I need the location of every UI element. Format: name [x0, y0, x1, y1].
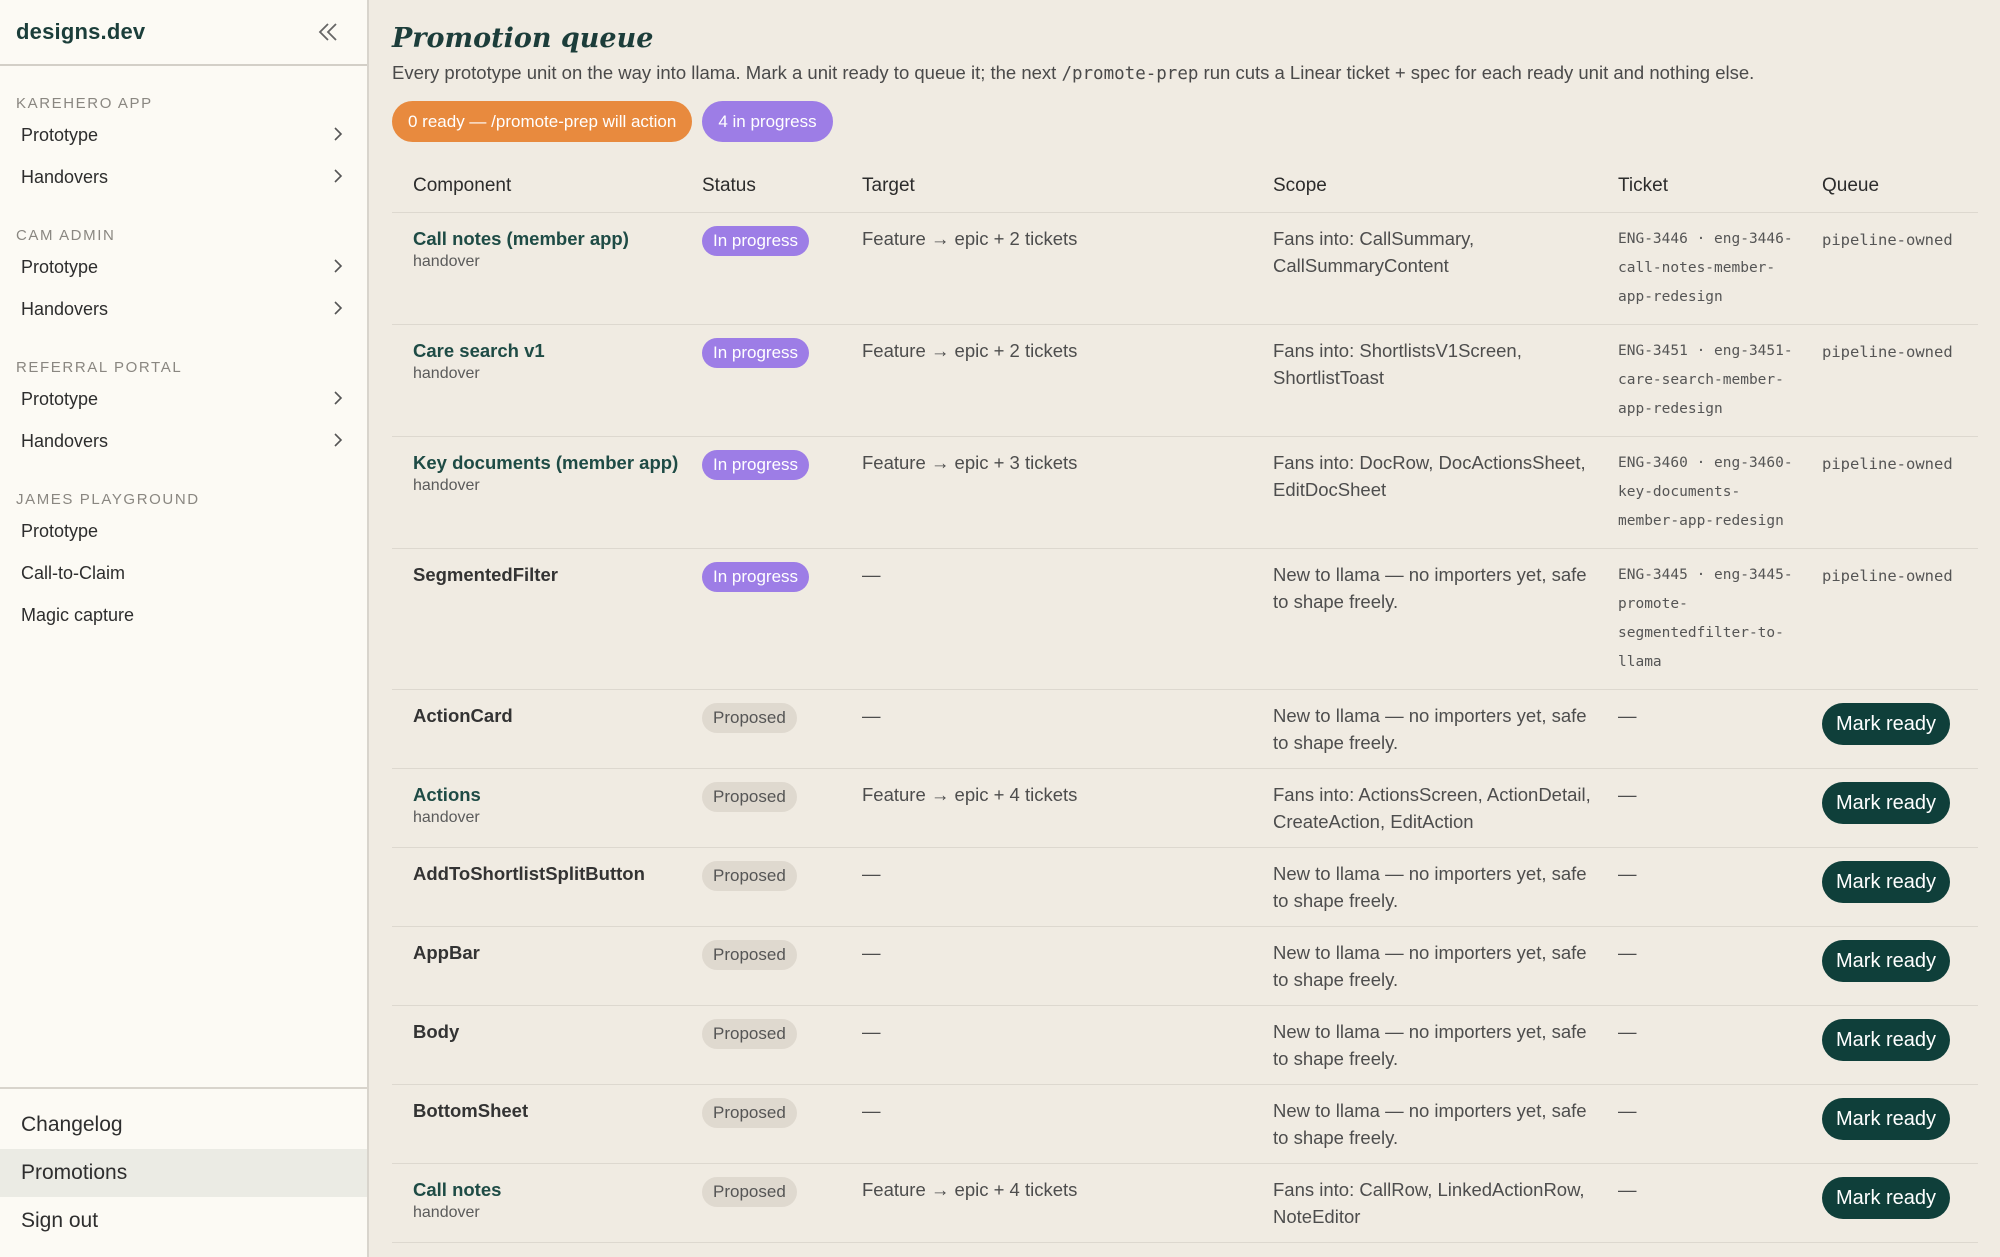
column-header-status: Status [681, 161, 841, 212]
sidebar-footer-promotions[interactable]: Promotions [0, 1149, 367, 1197]
table-header-row [392, 161, 1978, 212]
ticket-id: — [1618, 941, 1637, 963]
table-row [392, 847, 1978, 926]
component-name: SegmentedFilter [413, 563, 558, 585]
ticket-cell [1597, 689, 1801, 768]
ticket-cell [1597, 548, 1801, 689]
status-badge: Proposed [702, 1019, 797, 1049]
sidebar-footer-changelog[interactable]: Changelog [21, 1113, 123, 1136]
ticket-id: — [1618, 862, 1637, 884]
component-name: Body [413, 1020, 460, 1042]
status-cell [681, 1163, 841, 1242]
ticket-cell [1597, 768, 1801, 847]
sidebar [0, 0, 369, 1257]
ticket-id: — [1618, 1099, 1637, 1121]
status-cell [681, 324, 841, 436]
sidebar-item-handovers[interactable] [0, 288, 367, 330]
sidebar-item-call-to-claim[interactable] [0, 552, 367, 594]
scope-cell: Fans into: CallSummary, CallSummaryContent [1252, 212, 1597, 324]
ticket-cell [1597, 324, 1801, 436]
table-row [392, 1163, 1978, 1242]
queue-status: pipeline-owned [1822, 454, 1953, 473]
ticket-cell [1597, 926, 1801, 1005]
mark-ready-button[interactable]: Mark ready [1822, 940, 1950, 982]
mark-ready-button[interactable]: Mark ready [1822, 1177, 1950, 1219]
scope-cell: Fans into: ShortlistsV1Screen, ShortlistToast [1252, 324, 1597, 436]
sidebar-footer [0, 1087, 367, 1257]
sidebar-nav [0, 66, 367, 636]
status-badge: Proposed [702, 703, 797, 733]
chevron-right-icon [331, 257, 345, 278]
component-cell [392, 1084, 681, 1163]
collapse-sidebar-icon[interactable] [313, 17, 343, 47]
target-cell: — [841, 847, 1252, 926]
sidebar-section [0, 330, 367, 462]
mark-ready-button[interactable]: Mark ready [1822, 1098, 1950, 1140]
page-description: Every prototype unit on the way into llama. Mark a unit ready to queue it; the next /promote-prep run cuts a Linear ticket + spec for each ready unit and nothing else. [392, 62, 1755, 84]
component-name[interactable]: Call notes [413, 1178, 502, 1200]
component-cell [392, 324, 681, 436]
table-row [392, 436, 1978, 548]
ticket-id: — [1618, 783, 1637, 805]
status-badge: Proposed [702, 1177, 797, 1207]
component-cell [392, 212, 681, 324]
component-name[interactable]: Actions [413, 783, 481, 805]
ticket-id: ENG-3446 · eng-3446-call-notes-member-app-redesign [1618, 230, 1793, 305]
sidebar-item-label: Prototype [21, 256, 99, 277]
sidebar-item-label: Prototype [21, 520, 99, 541]
ticket-id: — [1618, 1178, 1637, 1200]
status-badge: Proposed [702, 940, 797, 970]
chevron-right-icon [331, 299, 345, 320]
chevron-right-icon [331, 389, 345, 410]
component-subtitle: handover [413, 476, 480, 494]
status-badge: In progress [702, 562, 809, 592]
queue-cell [1801, 768, 1978, 847]
component-cell [392, 548, 681, 689]
component-name: BottomSheet [413, 1099, 529, 1121]
table-row [392, 548, 1978, 689]
sidebar-item-label: Prototype [21, 124, 99, 145]
sidebar-section-title: KAREHERO APP [16, 95, 153, 112]
ticket-cell [1597, 847, 1801, 926]
sidebar-item-label: Handovers [21, 430, 109, 451]
component-cell [392, 1163, 681, 1242]
sidebar-section-title: REFERRAL PORTAL [16, 359, 183, 376]
status-badge: In progress [702, 450, 809, 480]
status-cell [681, 689, 841, 768]
column-header-component: Component [392, 161, 681, 212]
table-row [392, 768, 1978, 847]
status-cell [681, 1084, 841, 1163]
component-subtitle: handover [413, 252, 480, 270]
sidebar-item-prototype[interactable] [0, 378, 367, 420]
table-row [392, 689, 1978, 768]
queue-status: pipeline-owned [1822, 342, 1953, 361]
sidebar-item-label: Magic capture [21, 604, 135, 625]
component-name[interactable]: Key documents (member app) [413, 451, 679, 473]
target-cell: Feature → epic + 2 tickets [841, 324, 1252, 436]
sidebar-item-prototype[interactable] [0, 510, 367, 552]
status-cell [681, 926, 841, 1005]
scope-cell: Fans into: ActionsScreen, ActionDetail, CreateAction, EditAction [1252, 768, 1597, 847]
component-subtitle: handover [413, 808, 480, 826]
page-title: Promotion queue [392, 23, 654, 54]
scope-cell: Fans into: DocRow, DocActionsSheet, EditDocSheet [1252, 436, 1597, 548]
mark-ready-button[interactable]: Mark ready [1822, 1019, 1950, 1061]
sidebar-section [0, 198, 367, 330]
scope-cell: New to llama — no importers yet, safe to shape freely. [1252, 1084, 1597, 1163]
sidebar-header [0, 0, 367, 66]
queue-status: pipeline-owned [1822, 230, 1953, 249]
column-header-ticket: Ticket [1597, 161, 1801, 212]
queue-cell [1801, 926, 1978, 1005]
sidebar-item-handovers[interactable] [0, 156, 367, 198]
sidebar-item-label: Prototype [21, 388, 99, 409]
ticket-id: ENG-3451 · eng-3451-care-search-member-app-redesign [1618, 342, 1793, 417]
component-cell [392, 926, 681, 1005]
main-content [371, 0, 2000, 1257]
component-name[interactable]: Call notes (member app) [413, 227, 629, 249]
target-cell: — [841, 1084, 1252, 1163]
status-cell [681, 436, 841, 548]
status-cell [681, 847, 841, 926]
target-cell: — [841, 689, 1252, 768]
component-cell [392, 689, 681, 768]
sidebar-item-label: Call-to-Claim [21, 562, 126, 583]
ticket-id: — [1618, 704, 1637, 726]
status-badge: In progress [702, 226, 809, 256]
table-row [392, 212, 1978, 324]
component-subtitle: handover [413, 1203, 480, 1221]
status-badge: In progress [702, 338, 809, 368]
mark-ready-button[interactable]: Mark ready [1822, 703, 1950, 745]
component-cell [392, 847, 681, 926]
ready-count-pill: 0 ready — /promote-prep will action [392, 101, 692, 142]
scope-cell: New to llama — no importers yet, safe to shape freely. [1252, 847, 1597, 926]
ticket-cell [1597, 212, 1801, 324]
table-row [392, 324, 1978, 436]
column-header-scope: Scope [1252, 161, 1597, 212]
ticket-cell [1597, 436, 1801, 548]
scope-cell: Fans into: CallRow, LinkedActionRow, NoteEditor [1252, 1163, 1597, 1242]
queue-cell [1801, 847, 1978, 926]
queue-cell [1801, 436, 1978, 548]
ticket-id: ENG-3460 · eng-3460-key-documents-member-app-redesign [1618, 454, 1793, 529]
scope-cell: New to llama — no importers yet, safe to shape freely. [1252, 689, 1597, 768]
sidebar-section [0, 66, 367, 198]
table-row [392, 1005, 1978, 1084]
target-cell: — [841, 926, 1252, 1005]
queue-status: pipeline-owned [1822, 566, 1953, 585]
queue-cell [1801, 212, 1978, 324]
sidebar-item-label: Handovers [21, 166, 109, 187]
chevron-right-icon [331, 431, 345, 452]
ticket-id: ENG-3445 · eng-3445-promote-segmentedfilter-to-llama [1618, 566, 1793, 670]
queue-cell [1801, 1163, 1978, 1242]
target-cell: Feature → epic + 2 tickets [841, 212, 1252, 324]
table-row [392, 926, 1978, 1005]
component-cell [392, 1005, 681, 1084]
sidebar-item-handovers[interactable] [0, 420, 367, 462]
sidebar-item-prototype[interactable] [0, 114, 367, 156]
ticket-id: — [1618, 1020, 1637, 1042]
in-progress-count-pill: 4 in progress [702, 101, 832, 142]
sidebar-footer-sign-out[interactable]: Sign out [21, 1209, 99, 1232]
scope-cell: New to llama — no importers yet, safe to shape freely. [1252, 1005, 1597, 1084]
ticket-cell [1597, 1163, 1801, 1242]
mark-ready-button[interactable]: Mark ready [1822, 861, 1950, 903]
status-badge: Proposed [702, 861, 797, 891]
brand-logo[interactable]: designs.dev [16, 19, 146, 44]
component-cell [392, 768, 681, 847]
status-badge: Proposed [702, 782, 797, 812]
queue-cell [1801, 548, 1978, 689]
ticket-cell [1597, 1084, 1801, 1163]
chevron-right-icon [331, 125, 345, 146]
chevron-right-icon [331, 167, 345, 188]
command-code: /promote-prep [1061, 64, 1199, 84]
target-cell: Feature → epic + 4 tickets [841, 768, 1252, 847]
ticket-cell [1597, 1005, 1801, 1084]
target-cell: — [841, 1005, 1252, 1084]
queue-cell [1801, 324, 1978, 436]
queue-cell [1801, 1005, 1978, 1084]
sidebar-section [0, 462, 367, 636]
target-cell: — [841, 548, 1252, 689]
component-name[interactable]: Care search v1 [413, 339, 545, 361]
status-cell [681, 212, 841, 324]
sidebar-section-title: JAMES PLAYGROUND [16, 491, 200, 508]
promotion-table [392, 161, 1978, 1243]
status-cell [681, 1005, 841, 1084]
mark-ready-button[interactable]: Mark ready [1822, 782, 1950, 824]
status-cell [681, 548, 841, 689]
component-name: AppBar [413, 941, 480, 963]
table-row [392, 1084, 1978, 1163]
queue-cell [1801, 1084, 1978, 1163]
target-cell: Feature → epic + 4 tickets [841, 1163, 1252, 1242]
status-cell [681, 768, 841, 847]
column-header-target: Target [841, 161, 1252, 212]
status-badge: Proposed [702, 1098, 797, 1128]
component-name: AddToShortlistSplitButton [413, 862, 645, 884]
sidebar-item-label: Handovers [21, 298, 109, 319]
queue-cell [1801, 689, 1978, 768]
column-header-queue: Queue [1801, 161, 1978, 212]
component-subtitle: handover [413, 364, 480, 382]
scope-cell: New to llama — no importers yet, safe to shape freely. [1252, 548, 1597, 689]
component-name: ActionCard [413, 704, 513, 726]
scope-cell: New to llama — no importers yet, safe to shape freely. [1252, 926, 1597, 1005]
component-cell [392, 436, 681, 548]
target-cell: Feature → epic + 3 tickets [841, 436, 1252, 548]
sidebar-item-magic-capture[interactable] [0, 594, 367, 636]
sidebar-item-prototype[interactable] [0, 246, 367, 288]
sidebar-section-title: CAM ADMIN [16, 227, 116, 244]
summary-pills [392, 101, 2000, 142]
